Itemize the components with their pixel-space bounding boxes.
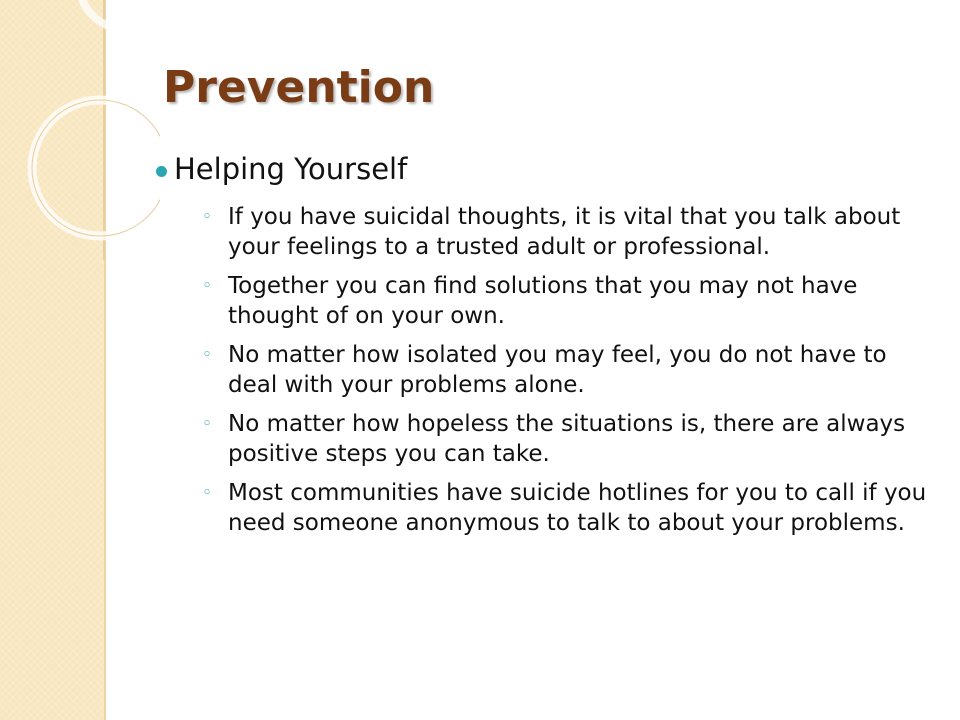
sub-bullet-text: Together you can find solutions that you may not have thought of on your own.	[228, 273, 858, 329]
sub-bullet-list	[202, 202, 940, 547]
sub-bullet-text: If you have suicidal thoughts, it is vital that you talk about your feelings to a trusted adult or professional.	[228, 204, 901, 260]
ring-bullet-icon: ◦	[202, 345, 213, 365]
sub-bullet-item	[202, 340, 940, 400]
bullet-helping-yourself	[174, 152, 407, 186]
bullet-label: Helping Yourself	[174, 152, 408, 186]
bullet-dot-icon	[156, 166, 167, 177]
sub-bullet-item	[202, 202, 940, 262]
decorative-side-band	[0, 0, 106, 720]
sub-bullet-item	[202, 409, 940, 469]
sub-bullet-text: No matter how hopeless the situations is, there are always positive steps you can take.	[228, 411, 906, 467]
ring-bullet-icon: ◦	[202, 276, 213, 296]
sub-bullet-text: No matter how isolated you may feel, you do not have to deal with your problems alone.	[228, 342, 887, 398]
ring-bullet-icon: ◦	[202, 483, 213, 503]
slide-title: Prevention	[163, 62, 435, 113]
ring-bullet-icon: ◦	[202, 414, 213, 434]
sub-bullet-item	[202, 271, 940, 331]
sub-bullet-text: Most communities have suicide hotlines for you to call if you need someone anonymous to talk to about your problems.	[228, 480, 927, 536]
sub-bullet-item	[202, 478, 940, 538]
ring-bullet-icon: ◦	[202, 207, 213, 227]
